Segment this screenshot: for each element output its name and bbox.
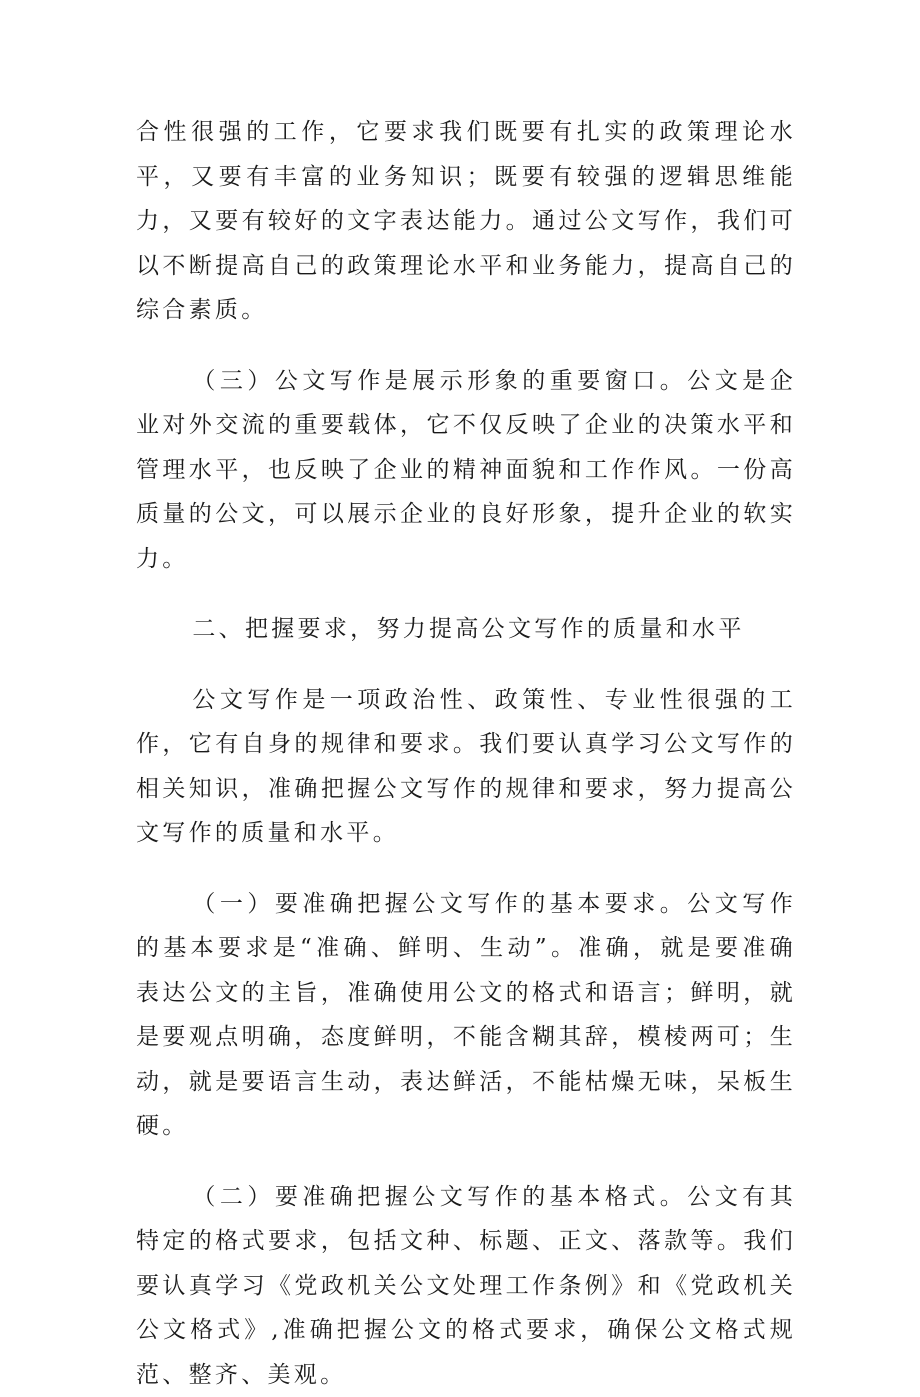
paragraph-section-three: （三）公文写作是展示形象的重要窗口。公文是企业对外交流的重要载体，它不仅反映了企业的决策水平和管理水平，也反映了企业的精神面貌和工作作风。一份高质量的公文，可以展示企业的良好形象，提升企业的软实力。	[136, 359, 796, 582]
paragraph-spacing	[136, 1149, 796, 1175]
paragraph-spacing	[136, 652, 796, 678]
paragraph-subsection-two: （二）要准确把握公文写作的基本格式。公文有其特定的格式要求，包括文种、标题、正文、落款等。我们要认真学习《党政机关公文处理工作条例》和《党政机关公文格式》,准确把握公文的格式要求，确保公文格式规范、整齐、美观。	[136, 1175, 796, 1397]
paragraph-subsection-one: （一）要准确把握公文写作的基本要求。公文写作的基本要求是“准确、鲜明、生动”。准确，就是要准确表达公文的主旨，准确使用公文的格式和语言；鲜明，就是要观点明确，态度鲜明，不能含糊其辞，模棱两可；生动，就是要语言生动，表达鲜活，不能枯燥无味，呆板生硬。	[136, 882, 796, 1149]
document-body	[136, 110, 796, 1397]
section-heading-two: 二、把握要求，努力提高公文写作的质量和水平	[136, 607, 796, 652]
paragraph-continuation: 合性很强的工作，它要求我们既要有扎实的政策理论水平，又要有丰富的业务知识；既要有较强的逻辑思维能力，又要有较好的文字表达能力。通过公文写作，我们可以不断提高自己的政策理论水平和业务能力，提高自己的综合素质。	[136, 110, 796, 333]
paragraph-intro: 公文写作是一项政治性、政策性、专业性很强的工作，它有自身的规律和要求。我们要认真学习公文写作的相关知识，准确把握公文写作的规律和要求，努力提高公文写作的质量和水平。	[136, 678, 796, 856]
paragraph-spacing	[136, 333, 796, 359]
paragraph-spacing	[136, 581, 796, 607]
paragraph-spacing	[136, 856, 796, 882]
